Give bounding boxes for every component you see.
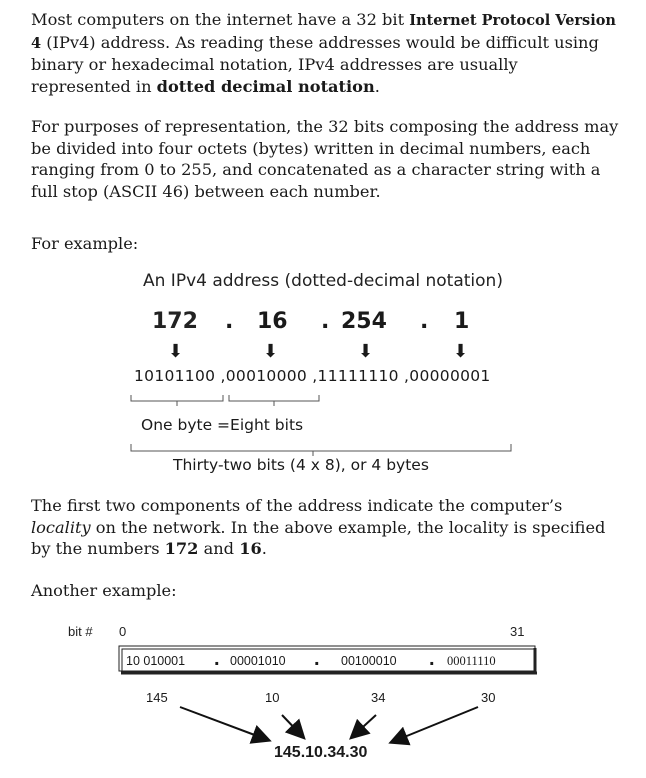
octet-172: 172 [152, 309, 198, 334]
for-example-label: For example: [31, 234, 139, 253]
bit-label: bit # [68, 624, 93, 639]
byte-label: One byte =Eight bits [141, 416, 304, 434]
ipv4-dotted-decimal-figure [0, 265, 646, 480]
text-span: . [374, 77, 380, 97]
text-span: (IPv4) address. As reading these addresses would be difficult using binary or hexadecimal notation, IPv4 addresses are usually represented in [31, 32, 599, 97]
byte-3: 00100010 [341, 654, 397, 668]
figure-title: An IPv4 address (dotted-decimal notation) [143, 271, 503, 291]
dot-separator: . [321, 309, 330, 334]
binary-octet: 11111110 [317, 367, 399, 385]
text-span: on the network. In the above example, the locality is specified by the numbers [31, 517, 606, 559]
another-example-label: Another example: [31, 581, 177, 600]
dot-separator: . [420, 309, 429, 334]
decimal-34: 34 [371, 690, 386, 705]
intro-paragraph [31, 9, 621, 98]
binary-octet: 00010000 [225, 367, 308, 385]
dot-separator: . [314, 648, 320, 670]
down-arrow-icon: ⬇ [168, 341, 184, 362]
decimal-145: 145 [146, 690, 168, 705]
bit-layout-figure [0, 615, 646, 778]
binary-octet: 00000001 [409, 367, 491, 385]
down-arrow-icon: ⬇ [453, 341, 469, 362]
dot-separator: . [429, 648, 435, 670]
bit-end: 31 [510, 624, 525, 639]
text-span: The first two components of the address indicate the computer’s [31, 496, 563, 515]
decimal-30: 30 [481, 690, 496, 705]
dot-separator: . [225, 309, 234, 334]
text-span: and [198, 539, 240, 559]
down-arrow-icon: ⬇ [263, 341, 279, 362]
octet-254: 254 [341, 309, 387, 334]
byte-4: 00011110 [447, 654, 496, 668]
binary-row: 10101100 ,00010000 ,11111110 ,00000001 [134, 367, 491, 385]
total-bits-label: Thirty-two bits (4 x 8), or 4 bytes [173, 456, 429, 474]
byte-2: 00001010 [230, 654, 286, 668]
text-span: . [261, 539, 267, 559]
locality-paragraph [31, 495, 621, 560]
down-arrow-icon: ⬇ [358, 341, 374, 362]
byte-1: 10 010001 [126, 654, 186, 668]
binary-octet: 10101100 [134, 367, 216, 385]
result-address: 145.10.34.30 [274, 744, 368, 761]
bold-term: 16 [239, 539, 262, 559]
dot-separator: . [214, 648, 220, 670]
octet-16: 16 [257, 309, 288, 334]
byte-brackets [0, 265, 646, 480]
decimal-10: 10 [265, 690, 280, 705]
bold-term: dotted decimal notation [156, 77, 375, 97]
octet-1: 1 [454, 309, 470, 334]
representation-paragraph: For purposes of representation, the 32 bits composing the address may be divided into four octets (bytes) written in decimal numbers, each ranging from 0 to 255, and concatenated as a character string with a full stop (ASCII 46) between each number. [31, 117, 619, 202]
italic-term: locality [31, 517, 91, 537]
bold-term: 172 [164, 539, 199, 559]
bit-start: 0 [119, 624, 127, 639]
text-span: Most computers on the internet have a 32 bit [31, 10, 410, 29]
bold-term: Internet Protocol Version 4 [31, 12, 616, 52]
